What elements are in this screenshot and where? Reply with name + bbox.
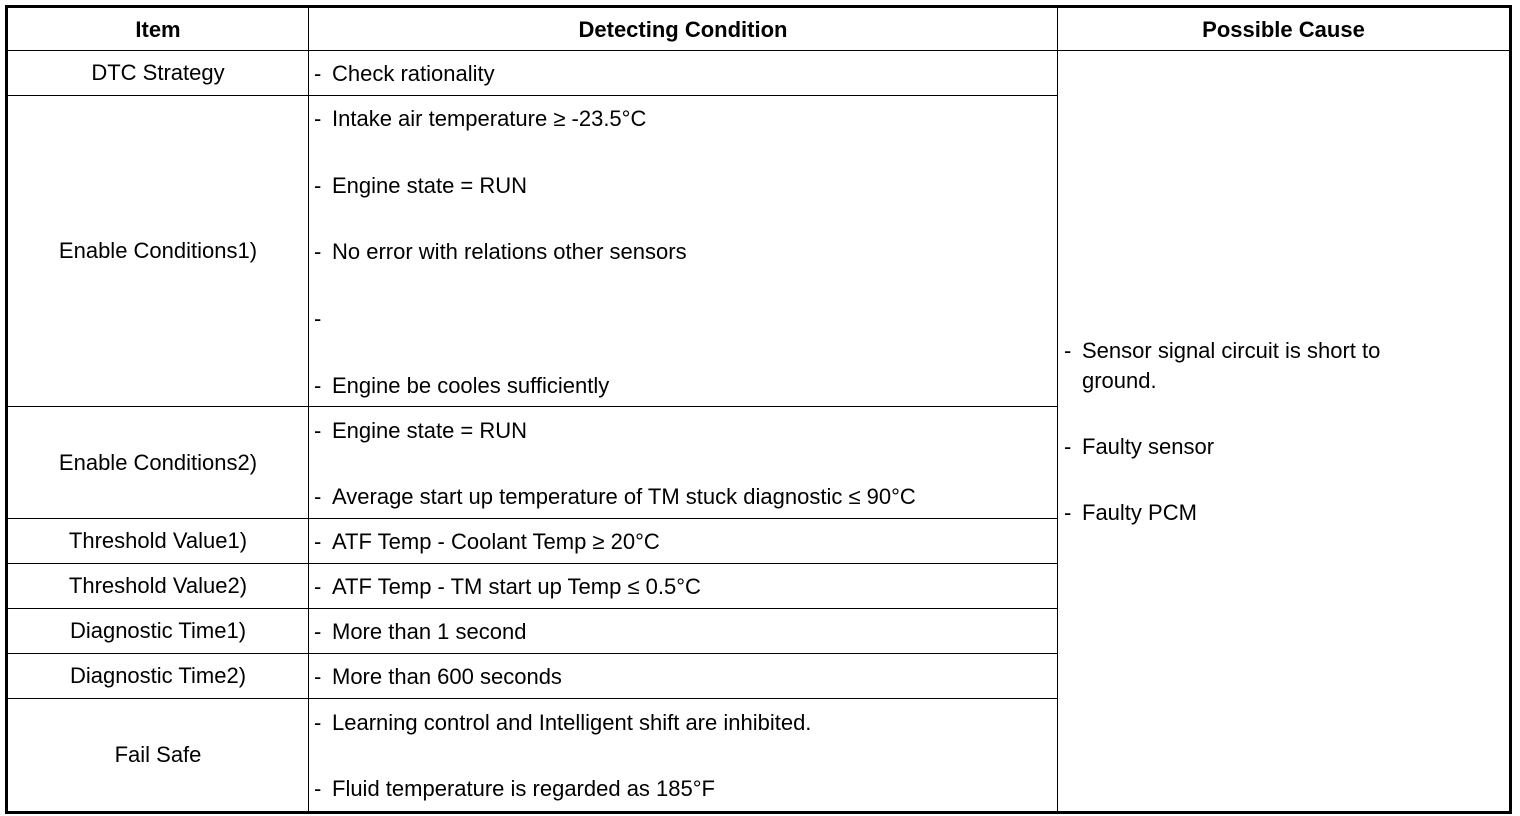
condition-line: - ATF Temp - TM start up Temp ≤ 0.5°C bbox=[314, 574, 701, 599]
item-diagnostic-time-1: Diagnostic Time1) bbox=[69, 618, 247, 643]
condition-line: - More than 1 second bbox=[314, 619, 527, 644]
condition-line: - bbox=[314, 306, 322, 331]
item-dtc-strategy: DTC Strategy bbox=[91, 60, 225, 85]
condition-line: - More than 600 seconds bbox=[314, 664, 562, 689]
possible-cause-item: - Faulty sensor bbox=[1064, 434, 1215, 459]
condition-line: - Fluid temperature is regarded as 185°F bbox=[314, 776, 715, 801]
header-detecting-condition: Detecting Condition bbox=[578, 16, 788, 42]
condition-line: - No error with relations other sensors bbox=[314, 239, 687, 264]
header-possible-cause: Possible Cause bbox=[1202, 16, 1365, 42]
condition-line: - Engine state = RUN bbox=[314, 418, 528, 443]
item-diagnostic-time-2: Diagnostic Time2) bbox=[69, 663, 247, 688]
item-threshold-value-1: Threshold Value1) bbox=[68, 528, 248, 553]
column-divider bbox=[308, 8, 309, 811]
condition-line: - Learning control and Intelligent shift are inhibited. bbox=[314, 710, 812, 735]
condition-line: - Average start up temperature of TM stuck diagnostic ≤ 90°C bbox=[314, 484, 916, 509]
condition-line: - Intake air temperature ≥ -23.5°C bbox=[314, 106, 647, 131]
item-enable-conditions-1: Enable Conditions1) bbox=[58, 238, 258, 263]
column-divider bbox=[1057, 8, 1058, 811]
item-enable-conditions-2: Enable Conditions2) bbox=[58, 449, 258, 475]
condition-line: - Engine be cooles sufficiently bbox=[314, 373, 610, 398]
item-fail-safe: Fail Safe bbox=[114, 742, 202, 767]
header-item: Item bbox=[135, 16, 181, 42]
condition-line: - Engine state = RUN bbox=[314, 173, 528, 198]
dtc-table bbox=[5, 5, 1512, 814]
possible-cause-item: - Faulty PCM bbox=[1064, 500, 1197, 525]
item-threshold-value-2: Threshold Value2) bbox=[68, 573, 248, 598]
condition-line: - Check rationality bbox=[314, 61, 495, 86]
possible-cause-item: - Sensor signal circuit is short to ground. bbox=[1064, 338, 1381, 393]
condition-line: - ATF Temp - Coolant Temp ≥ 20°C bbox=[314, 529, 660, 554]
